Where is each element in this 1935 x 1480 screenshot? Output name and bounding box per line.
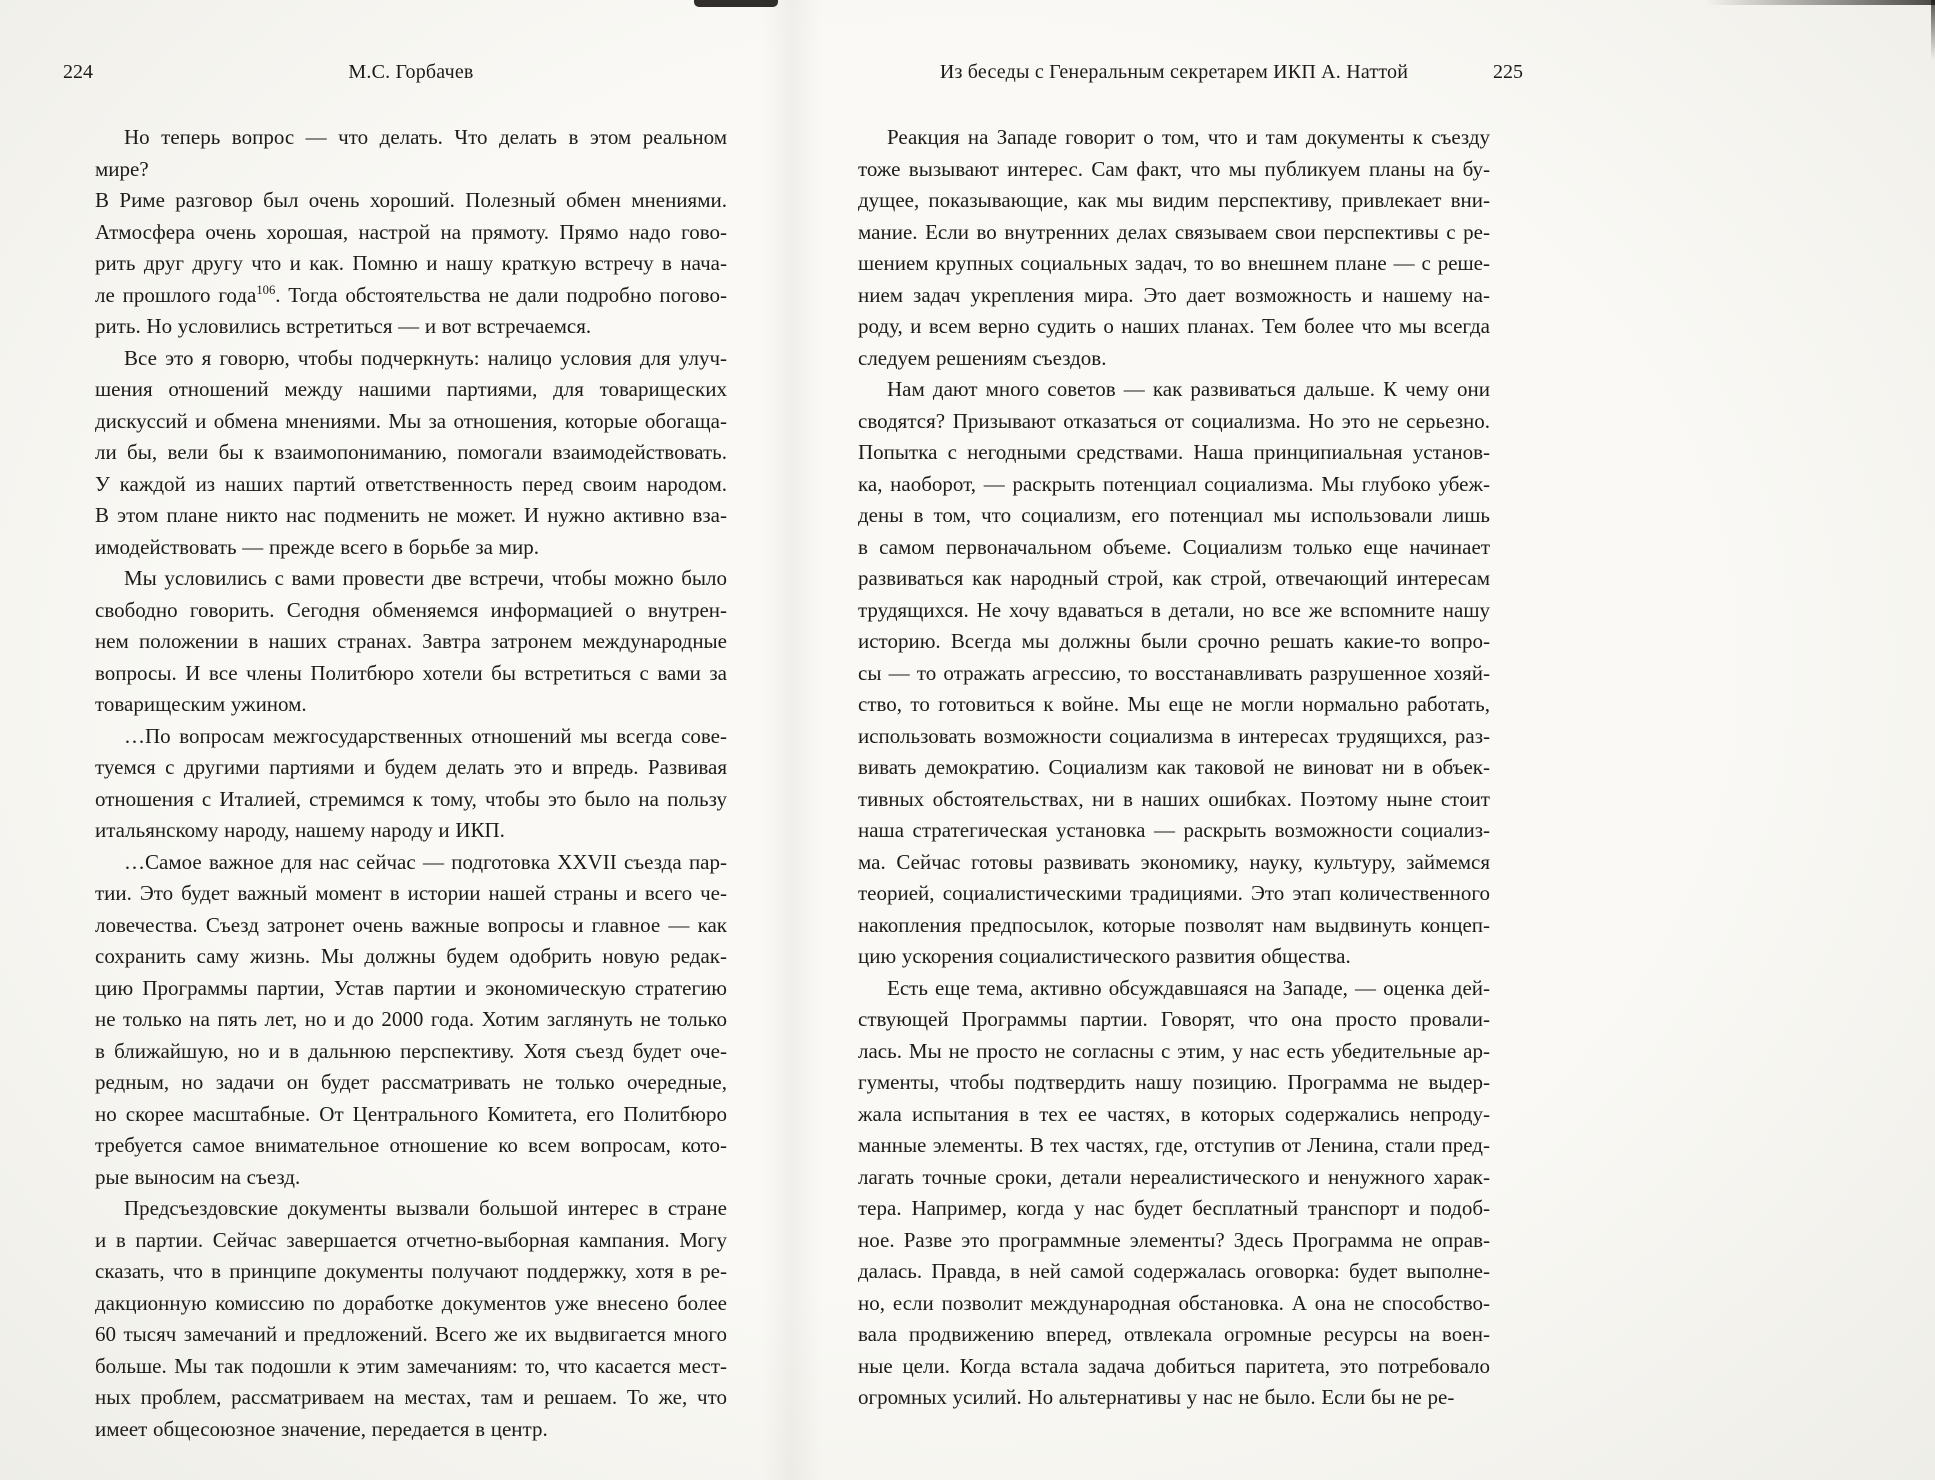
text-line: развиваться как народный строй, как строй, отвечающий интересам bbox=[858, 566, 1490, 590]
text-line: имеет общесоюзное значение, передается в центр. bbox=[95, 1416, 548, 1441]
text-line: …Самое важное для нас сейчас — подготовка XXVII съезда пар- bbox=[124, 849, 727, 874]
paragraph bbox=[858, 374, 1490, 973]
text-line: Но теперь вопрос — что делать. Что делать в этом реальном мире? bbox=[95, 125, 727, 181]
text-line: мание. Если во внутренних делах связываем свои перспективы с ре- bbox=[858, 219, 1490, 244]
text-line: теорией, социалистическими традициями. Это этап количественного bbox=[858, 881, 1490, 905]
text-line: наша стратегическая установка — раскрыть возможности социализ- bbox=[858, 818, 1490, 842]
text-line: больше. Мы так подошли к этим замечаниям: то, что касается мест- bbox=[95, 1353, 727, 1378]
text-line: в ближайшую, но и в дальнюю перспективу. Хотя съезд будет оче- bbox=[95, 1038, 727, 1063]
page-left bbox=[63, 60, 727, 1445]
text-line: роду, и всем верно судить о наших планах. Тем более что мы всегда bbox=[858, 314, 1490, 338]
text-line: трудящихся. Не хочу вдаваться в детали, но все же вспомните нашу bbox=[858, 597, 1490, 622]
text-line: дакционную комиссию по доработке документов уже внесено более bbox=[95, 1290, 727, 1315]
text-line: ное. Разве это программные элементы? Здесь Программа не оправ- bbox=[858, 1227, 1490, 1252]
text-line: тоже вызывают интерес. Сам факт, что мы публикуем планы на бу- bbox=[858, 156, 1490, 181]
text-line: ные цели. Когда встала задача добиться паритета, это потребовало bbox=[858, 1353, 1490, 1378]
paragraph bbox=[858, 122, 1490, 374]
page-number-right: 225 bbox=[1493, 61, 1523, 83]
text-line: вала продвижению вперед, отвлекала огромные ресурсы на воен- bbox=[858, 1322, 1490, 1346]
text-line: тивных обстоятельствах, ни в наших ошибках. Поэтому ныне стоит bbox=[858, 786, 1490, 811]
scan-artifact bbox=[694, 0, 778, 7]
text-line: ствующей Программы партии. Говорят, что она просто провали- bbox=[858, 1007, 1490, 1031]
text-line: Попытка с негодными средствами. Наша принципиальная установ- bbox=[858, 440, 1490, 464]
text-line: …По вопросам межгосударственных отношений мы всегда сове- bbox=[124, 723, 727, 748]
text-line: цию Программы партии, Устав партии и экономическую стратегию bbox=[95, 975, 727, 1000]
gutter-shadow bbox=[762, 0, 822, 1480]
page-right bbox=[858, 60, 1523, 1414]
text-line: рить. Но условились встретиться — и вот встречаемся. bbox=[95, 314, 592, 338]
text-line: но скорее масштабные. От Центрального Комитета, его Политбюро bbox=[95, 1101, 727, 1126]
text-line: У каждой из наших партий ответственность перед своим народом. bbox=[95, 471, 727, 496]
text-line: свободно говорить. Сегодня обменяемся информацией о внутрен- bbox=[95, 597, 727, 622]
body-text-right bbox=[858, 122, 1490, 1414]
text-line: тера. Например, когда у нас будет бесплатный транспорт и подоб- bbox=[858, 1196, 1490, 1220]
text-line: в самом первоначальном объеме. Социализм только еще начинает bbox=[858, 534, 1490, 559]
text-line: шения отношений между нашими партиями, для товарищеских bbox=[95, 377, 727, 401]
text-line: рые выносим на съезд. bbox=[95, 1164, 301, 1189]
text-line: товарищеским ужином. bbox=[95, 692, 307, 716]
text-line: Все это я говорю, чтобы подчеркнуть: налицо условия для улуч- bbox=[124, 345, 727, 370]
text-line: нем положении в наших странах. Завтра затронем международные bbox=[95, 629, 727, 653]
text-line: сказать, что в принципе документы получают поддержку, хотя в ре- bbox=[95, 1259, 727, 1283]
text-line: накопления предпосылок, которые позволят нам выдвинуть концеп- bbox=[858, 912, 1490, 937]
text-line: имодействовать — прежде всего в борьбе за мир. bbox=[95, 534, 539, 559]
running-title-left: М.С. Горбачев bbox=[348, 61, 474, 83]
text-line: ма. Сейчас готовы развивать экономику, науку, культуру, займемся bbox=[858, 849, 1490, 874]
text-line: нием задач укрепления мира. Это дает возможность и нашему на- bbox=[858, 282, 1490, 307]
text-line: сохранить саму жизнь. Мы должны будем одобрить новую редак- bbox=[95, 944, 727, 968]
text-line: Предсъездовские документы вызвали большой интерес в стране bbox=[124, 1196, 727, 1220]
text-line: Мы условились с вами провести две встречи, чтобы можно было bbox=[124, 566, 727, 590]
text-line: но, если позволит международная обстановка. А она не способство- bbox=[858, 1290, 1490, 1315]
page-number-left: 224 bbox=[63, 61, 93, 83]
text-line: огромных усилий. Но альтернативы у нас не было. Если бы не ре- bbox=[858, 1385, 1455, 1409]
text-line: ловечества. Съезд затронет очень важные вопросы и главное — как bbox=[95, 912, 727, 937]
text-line: дущее, показывающие, как мы видим перспективу, привлекает вни- bbox=[858, 188, 1490, 212]
body-text-left bbox=[95, 122, 727, 1445]
text-line: цию ускорения социалистического развития общества. bbox=[858, 944, 1351, 968]
text-line: ных проблем, рассматриваем на местах, там и решаем. То же, что bbox=[95, 1385, 727, 1409]
text-line: В Риме разговор был очень хороший. Полезный обмен мнениями. bbox=[95, 188, 727, 212]
paragraph bbox=[95, 1193, 727, 1445]
text-line: рить друг другу что и как. Помню и нашу краткую встречу в нача- bbox=[95, 251, 727, 275]
scan-artifact bbox=[1931, 0, 1935, 60]
text-line: отношения с Италией, стремимся к тому, чтобы это было на пользу bbox=[95, 786, 727, 811]
text-line: ка, наоборот, — раскрыть потенциал социализма. Мы глубоко убеж- bbox=[858, 471, 1490, 496]
text-line: дискуссий и обмена мнениями. Мы за отношения, которые обогаща- bbox=[95, 408, 727, 433]
text-line: Реакция на Западе говорит о том, что и там документы к съезду bbox=[887, 125, 1490, 149]
paragraph bbox=[95, 721, 727, 847]
text-line: Нам дают много советов — как развиваться дальше. К чему они bbox=[887, 377, 1490, 401]
paragraph bbox=[95, 122, 727, 343]
text-line: тии. Это будет важный момент в истории нашей страны и всего че- bbox=[95, 881, 727, 905]
text-line: Есть еще тема, активно обсуждавшаяся на Западе, — оценка дей- bbox=[887, 975, 1490, 1000]
text-line: лась. Мы не просто не согласны с этим, у нас есть убедительные ар- bbox=[858, 1038, 1490, 1063]
text-line: шением крупных социальных задач, то во внешнем плане — с реше- bbox=[858, 251, 1490, 275]
text-line: сводятся? Призывают отказаться от социализма. Но это не серьезно. bbox=[858, 408, 1490, 433]
running-header-right bbox=[858, 60, 1523, 86]
text-line: гументы, чтобы подтвердить нашу позицию. Программа не выдер- bbox=[858, 1070, 1490, 1094]
paragraph bbox=[95, 847, 727, 1194]
footnote-ref: 106 bbox=[256, 282, 276, 297]
text-line: Атмосфера очень хорошая, настрой на прямоту. Прямо надо гово- bbox=[95, 219, 727, 244]
text-line: требуется самое внимательное отношение ко всем вопросам, кото- bbox=[95, 1133, 727, 1157]
text-line: манные элементы. В тех частях, где, отступив от Ленина, стали пред- bbox=[858, 1133, 1490, 1157]
text-line: лагать точные сроки, детали нереалистического и ненужного харак- bbox=[858, 1164, 1490, 1189]
text-line: и в партии. Сейчас завершается отчетно-выборная кампания. Могу bbox=[95, 1227, 727, 1252]
text-line: жала испытания в тех ее частях, в которых содержались непроду- bbox=[858, 1101, 1490, 1126]
text-line: не только на пять лет, но и до 2000 года. Хотим заглянуть не только bbox=[95, 1007, 727, 1031]
text-line: 60 тысяч замечаний и предложений. Всего же их выдвигается много bbox=[95, 1322, 727, 1346]
text-line: сы — то отражать агрессию, то восстанавливать разрушенное хозяй- bbox=[858, 660, 1490, 685]
text-line: итальянскому народу, нашему народу и ИКП. bbox=[95, 818, 505, 842]
text-line: вопросы. И все члены Политбюро хотели бы встретиться с вами за bbox=[95, 660, 727, 685]
running-header-left bbox=[63, 60, 727, 86]
text-line: следуем решениям съездов. bbox=[858, 345, 1107, 370]
paragraph bbox=[858, 973, 1490, 1414]
text-line: далась. Правда, в ней самой содержалась оговорка: будет выполне- bbox=[858, 1259, 1490, 1283]
text-line: В этом плане никто нас подменить не может. И нужно активно вза- bbox=[95, 503, 727, 527]
text-line: вивать демократию. Социализм как таковой не виноват ни в объек- bbox=[858, 755, 1490, 779]
text-line: историю. Всегда мы должны были срочно решать какие-то вопро- bbox=[858, 629, 1490, 653]
scan-artifact bbox=[1705, 0, 1935, 5]
running-title-right: Из беседы с Генеральным секретарем ИКП А. Наттой bbox=[939, 61, 1409, 83]
text-line: ле прошлого года$^{106}$. Тогда обстоятельства не дали подробно погово- bbox=[95, 282, 727, 307]
text-line: использовать возможности социализма в интересах трудящихся, раз- bbox=[858, 723, 1490, 748]
paragraph bbox=[95, 343, 727, 564]
paragraph bbox=[95, 563, 727, 721]
text-line: ли бы, вели бы к взаимопониманию, помогали взаимодействовать. bbox=[95, 440, 727, 464]
text-line: редным, но задачи он будет рассматривать не только очередные, bbox=[95, 1070, 727, 1094]
text-line: дены в том, что социализм, его потенциал мы использовали лишь bbox=[858, 503, 1490, 527]
text-line: туемся с другими партиями и будем делать это и впредь. Развивая bbox=[95, 755, 727, 779]
text-line: ство, то готовиться к войне. Мы еще не могли нормально работать, bbox=[858, 692, 1490, 716]
